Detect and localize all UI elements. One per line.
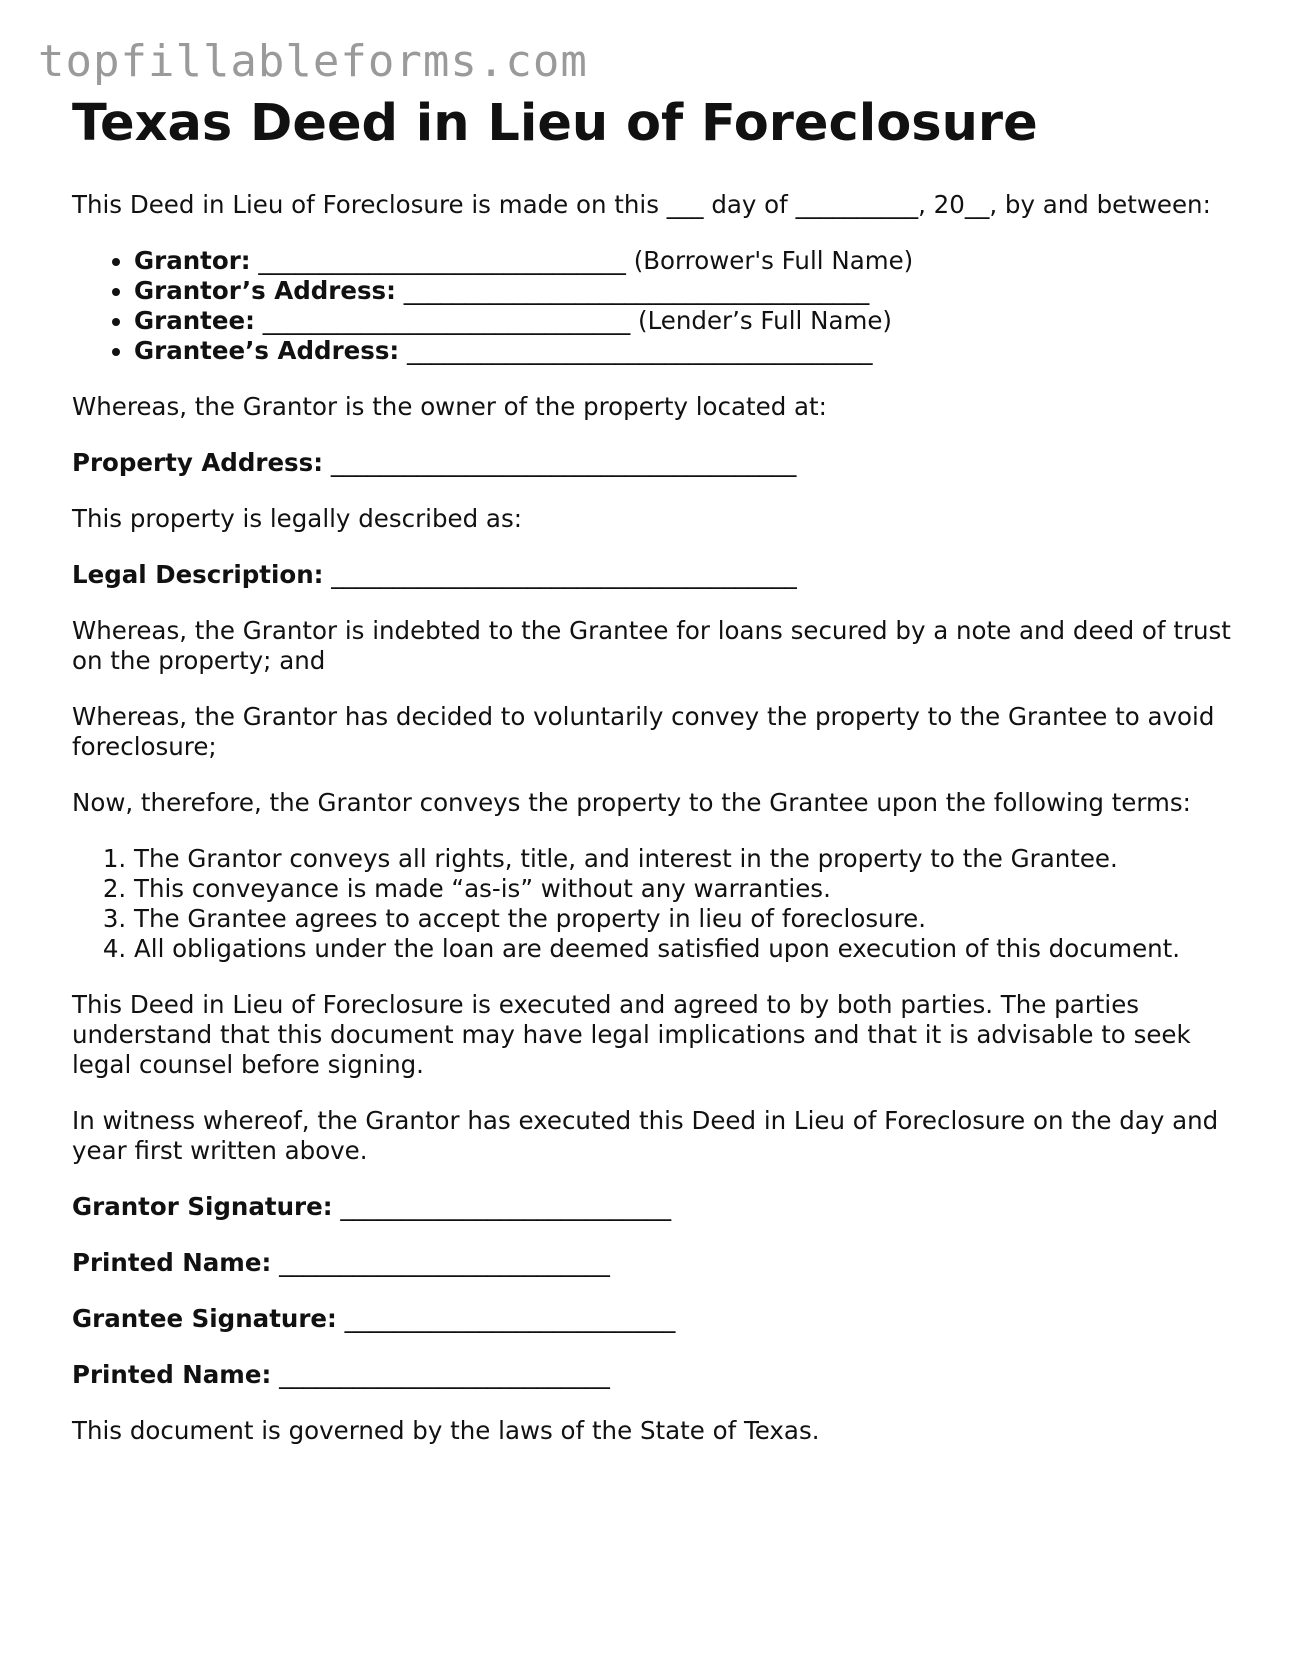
party-grantor — [134, 246, 1232, 276]
grantee-address-field[interactable]: ______________________________________ — [407, 336, 873, 365]
document-page — [72, 94, 1232, 1446]
grantee-name-field[interactable]: ______________________________ — [262, 306, 631, 335]
grantor-printed-name-field[interactable]: ___________________________ — [279, 1248, 610, 1277]
term-item: 4. All obligations under the loan are deemed satisfied upon execution of this document. — [134, 934, 1232, 964]
legal-intro-paragraph: This property is legally described as: — [72, 504, 522, 533]
grantee-printed-name-label: Printed Name: — [72, 1360, 272, 1389]
grantee-signature-label: Grantee Signature: — [72, 1304, 337, 1333]
grantor-signature-line — [72, 1192, 1232, 1222]
governing-law-paragraph: This document is governed by the laws of the State of Texas. — [72, 1416, 820, 1445]
grantor-name-field[interactable]: ______________________________ — [258, 246, 626, 275]
legal-description-field[interactable]: ______________________________________ — [331, 560, 797, 589]
grantor-signature-field[interactable]: ___________________________ — [340, 1192, 672, 1221]
grantor-printed-name-label: Printed Name: — [72, 1248, 272, 1277]
grantor-note: (Borrower's Full Name) — [633, 246, 914, 275]
terms-list — [72, 844, 1232, 964]
legal-description-line — [72, 560, 1232, 590]
grantee-printed-name-line — [72, 1360, 1232, 1390]
party-grantee — [134, 306, 1232, 336]
grantee-printed-name-field[interactable]: ___________________________ — [279, 1360, 610, 1389]
term-item: 2. This conveyance is made “as-is” without any warranties. — [134, 874, 1232, 904]
property-address-field[interactable]: ______________________________________ — [330, 448, 797, 477]
term-item: 1. The Grantor conveys all rights, title, and interest in the property to the Grantee. — [134, 844, 1232, 874]
executed-paragraph: This Deed in Lieu of Foreclosure is executed and agreed to by both parties. The parties understand that this document may have legal implications and that it is advisable to seek legal counsel before signing. — [72, 990, 1191, 1079]
term-item: 3. The Grantee agrees to accept the property in lieu of foreclosure. — [134, 904, 1232, 934]
grantee-signature-field[interactable]: ___________________________ — [344, 1304, 676, 1333]
grantor-address-label: Grantor’s Address: — [134, 276, 396, 305]
watermark: topfillableforms.com — [38, 36, 588, 87]
parties-list — [72, 246, 1232, 366]
grantor-signature-label: Grantor Signature: — [72, 1192, 333, 1221]
whereas-indebted-paragraph: Whereas, the Grantor is indebted to the Grantee for loans secured by a note and deed of trust on the property; and — [72, 616, 1231, 675]
grantee-signature-line — [72, 1304, 1232, 1334]
grantor-address-field[interactable]: ______________________________________ — [403, 276, 870, 305]
document-title: Texas Deed in Lieu of Foreclosure — [72, 94, 1038, 153]
grantee-address-label: Grantee’s Address: — [134, 336, 400, 365]
property-address-label: Property Address: — [72, 448, 324, 477]
legal-description-label: Legal Description: — [72, 560, 324, 589]
grantee-note: (Lender’s Full Name) — [638, 306, 892, 335]
party-grantee-address — [134, 336, 1232, 366]
party-grantor-address — [134, 276, 1232, 306]
intro-paragraph: This Deed in Lieu of Foreclosure is made on this ___ day of __________, 20__, by and between: — [72, 190, 1211, 219]
property-address-line — [72, 448, 1232, 478]
whereas-owner-paragraph: Whereas, the Grantor is the owner of the property located at: — [72, 392, 827, 421]
grantee-label: Grantee: — [134, 306, 255, 335]
witness-paragraph: In witness whereof, the Grantor has executed this Deed in Lieu of Foreclosure on the day and year first written above. — [72, 1106, 1219, 1165]
now-therefore-paragraph: Now, therefore, the Grantor conveys the property to the Grantee upon the following terms: — [72, 788, 1191, 817]
whereas-convey-paragraph: Whereas, the Grantor has decided to voluntarily convey the property to the Grantee to avoid foreclosure; — [72, 702, 1215, 761]
grantor-printed-name-line — [72, 1248, 1232, 1278]
grantor-label: Grantor: — [134, 246, 251, 275]
